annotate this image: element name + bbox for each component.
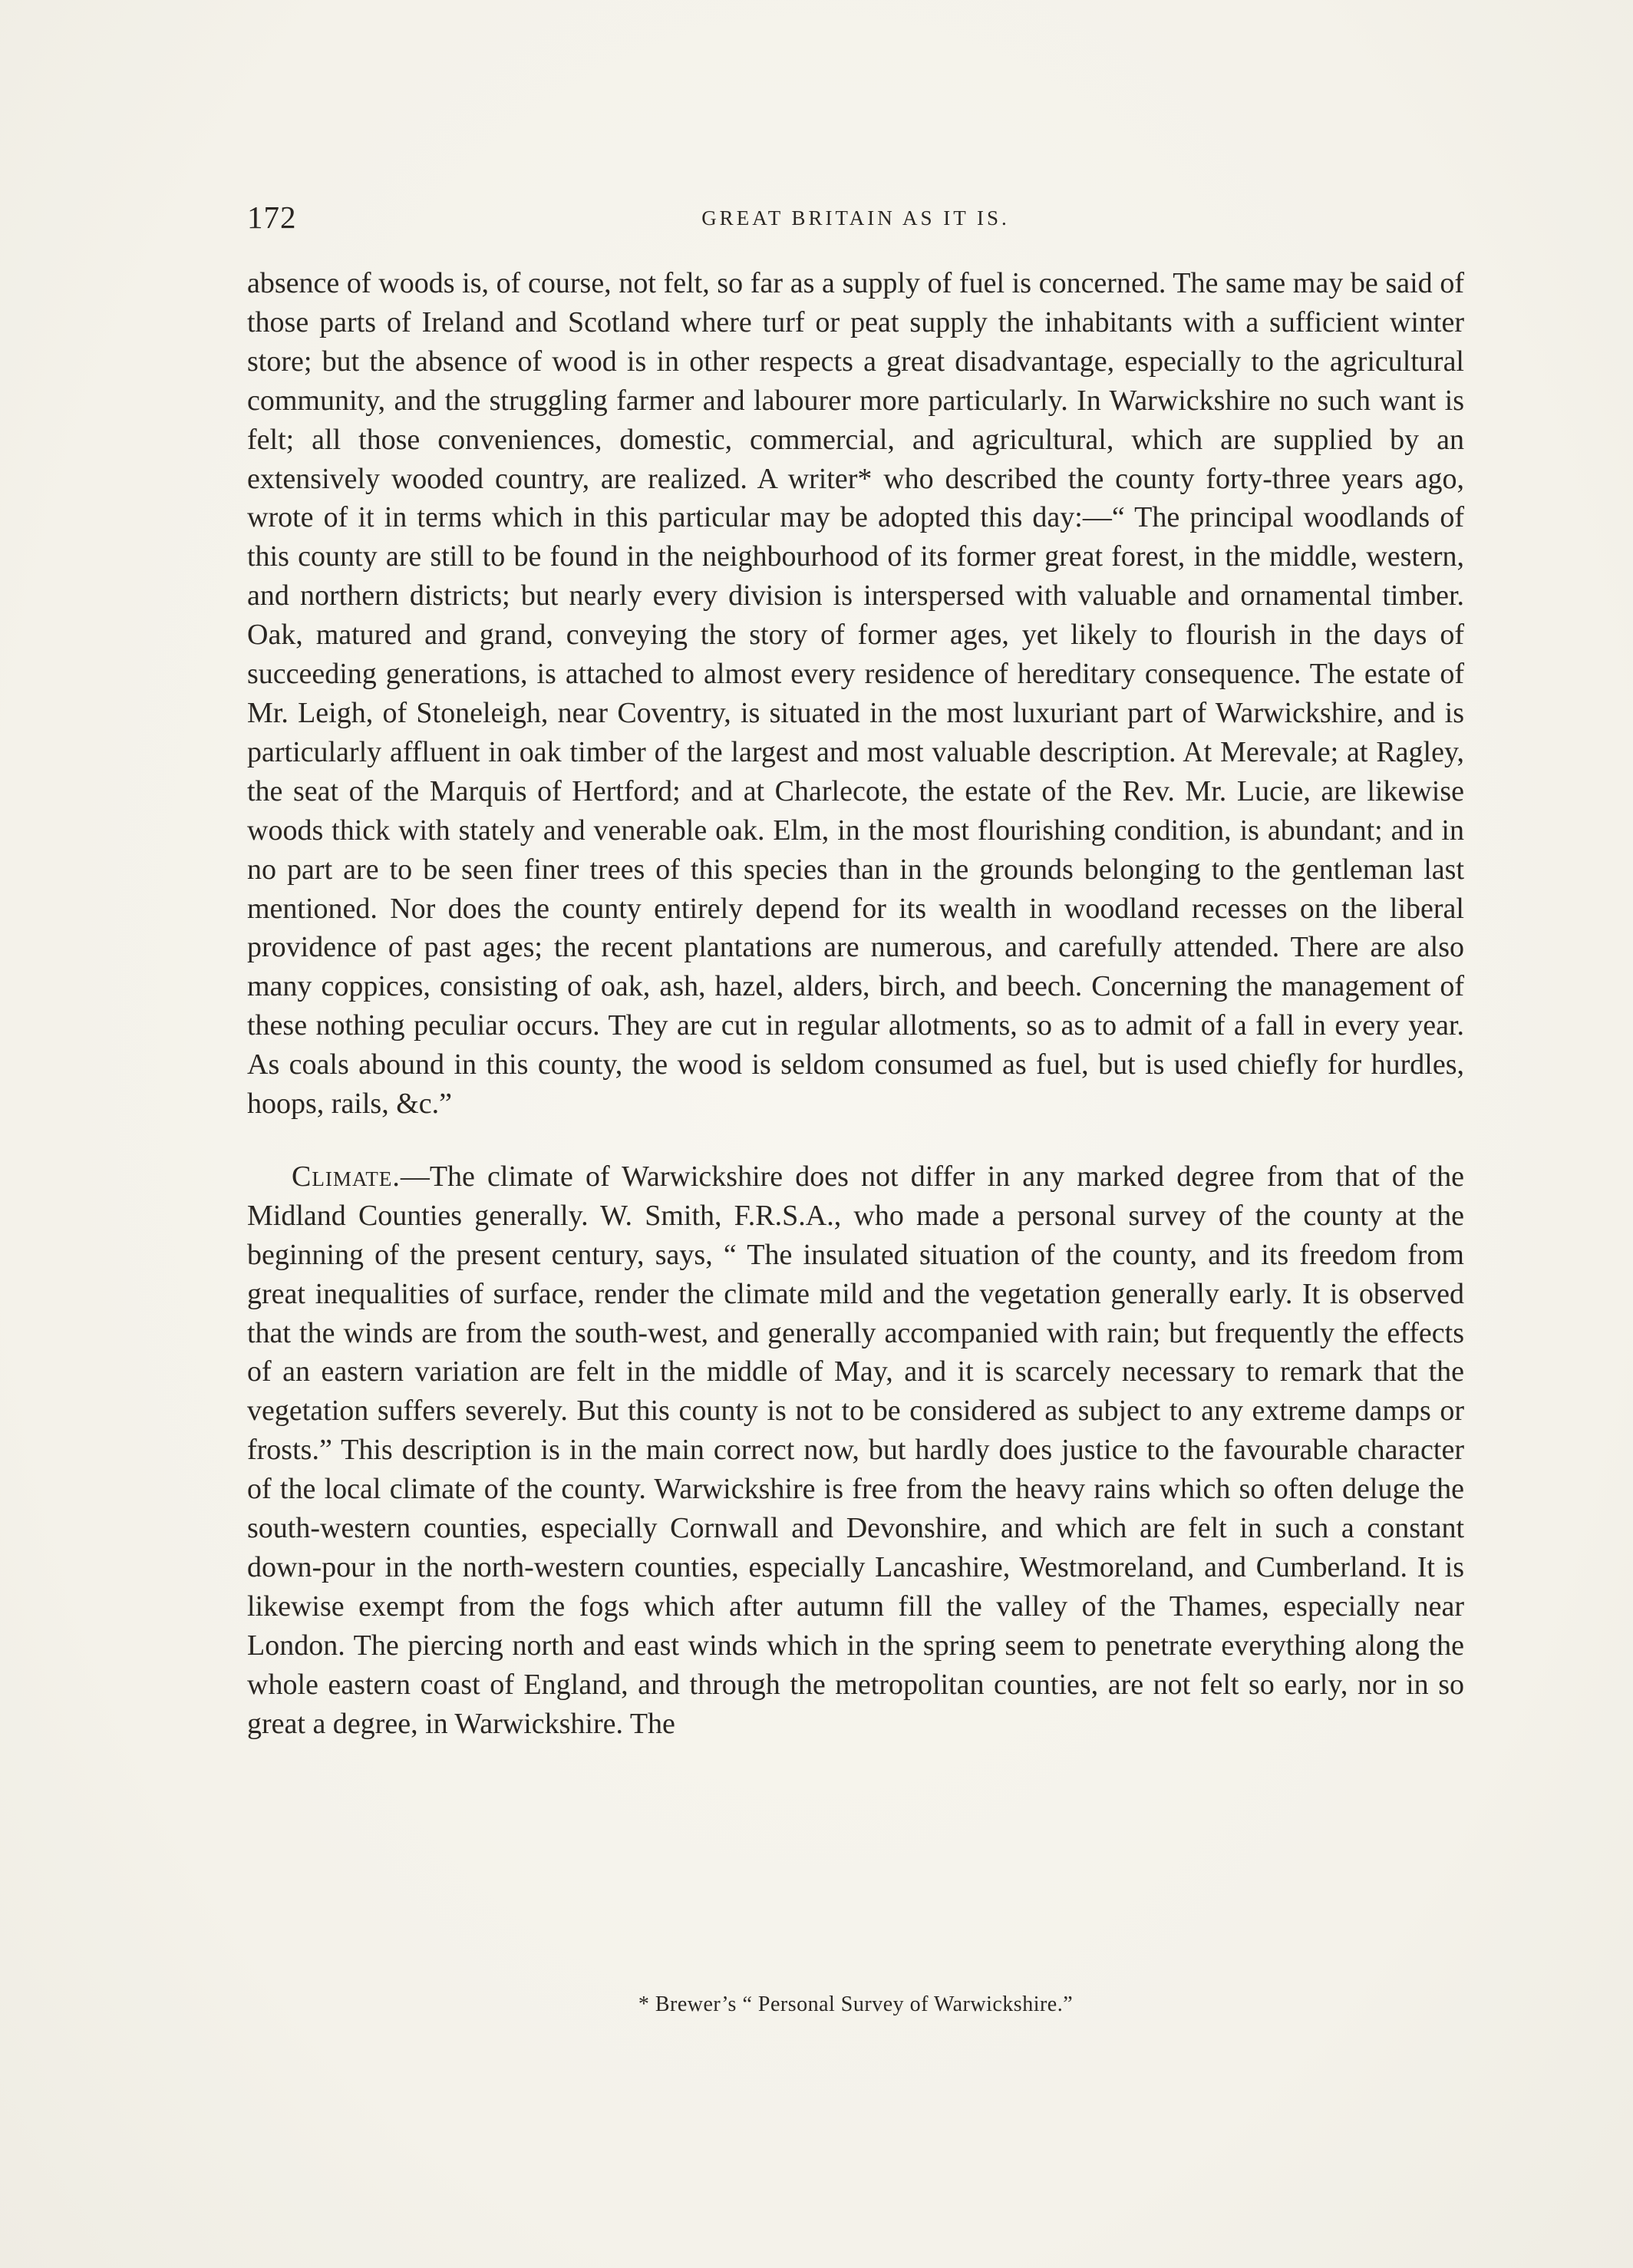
body-text [247, 264, 1464, 1744]
running-title: GREAT BRITAIN AS IT IS. [701, 206, 1010, 229]
running-head [247, 198, 1464, 236]
paragraph-woodlands: absence of woods is, of course, not felt, so far as a supply of fuel is concerned. The same may be said of those parts of Ireland and Scotland where turf or peat supply the inhabitants with a sufficient winter store; but the absence of wood is in other respects a great disadvantage, especially to the agricultural community, and the struggling farmer and labourer more particularly. In Warwickshire no such want is felt; all those conveniences, domestic, commercial, and agricultural, which are supplied by an extensively wooded country, are realized. A writer* who described the county forty-three years ago, wrote of it in terms which in this particular may be adopted this day:—“ The principal woodlands of this county are still to be found in the neighbourhood of its former great forest, in the middle, western, and northern districts; but nearly every division is interspersed with valuable and ornamental timber. Oak, matured and grand, conveying the story of former ages, yet likely to flourish in the days of succeeding generations, is attached to almost every residence of hereditary consequence. The estate of Mr. Leigh, of Stoneleigh, near Coventry, is situated in the most luxuriant part of Warwickshire, and is particularly affluent in oak timber of the largest and most valuable description. At Merevale; at Ragley, the seat of the Marquis of Hertford; and at Charlecote, the estate of the Rev. Mr. Lucie, are likewise woods thick with stately and venerable oak. Elm, in the most flourishing condition, is abundant; and in no part are to be seen finer trees of this species than in the grounds belonging to the gentleman last mentioned. Nor does the county entirely depend for its wealth in woodland recesses on the liberal providence of past ages; the recent plantations are numerous, and carefully attended. There are also many coppices, consisting of oak, ash, hazel, alders, birch, and beech. Concerning the management of these nothing peculiar occurs. They are cut in regular allotments, so as to admit of a fall in every year. As coals abound in this county, the wood is seldom consumed as fuel, but is used chiefly for hurdles, hoops, rails, &c.” [247, 267, 1464, 1121]
footnote: * Brewer’s “ Personal Survey of Warwickshire.” [638, 1992, 1074, 2016]
paragraph-climate [247, 1157, 1464, 1744]
section-heading-climate: Climate. [292, 1160, 401, 1193]
page-number: 172 [247, 200, 297, 235]
paragraph-climate-text: —The climate of Warwickshire does not differ in any marked degree from that of the Midland Counties generally. W. Smith, F.R.S.A., who made a personal survey of the county at the beginning of the present century, says, “ The insulated situation of the county, and its freedom from great inequalities of surface, render the climate mild and the vegetation generally early. It is observed that the winds are from the south-west, and generally accompanied with rain; but frequently the effects of an eastern variation are felt in the middle of May, and it is scarcely necessary to remark that the vegetation suffers severely. But this county is not to be considered as subject to any extreme damps or frosts.” This description is in the main correct now, but hardly does justice to the favourable character of the local climate of the county. Warwickshire is free from the heavy rains which so often deluge the south-western counties, especially Cornwall and Devonshire, and which are felt in such a constant down-pour in the north-western counties, especially Lancashire, Westmoreland, and Cumberland. It is likewise exempt from the fogs which after autumn fill the valley of the Thames, especially near London. The piercing north and east winds which in the spring seem to penetrate everything along the whole eastern coast of England, and through the metropolitan counties, are not felt so early, nor in so great a degree, in Warwickshire. The [247, 1160, 1464, 1740]
